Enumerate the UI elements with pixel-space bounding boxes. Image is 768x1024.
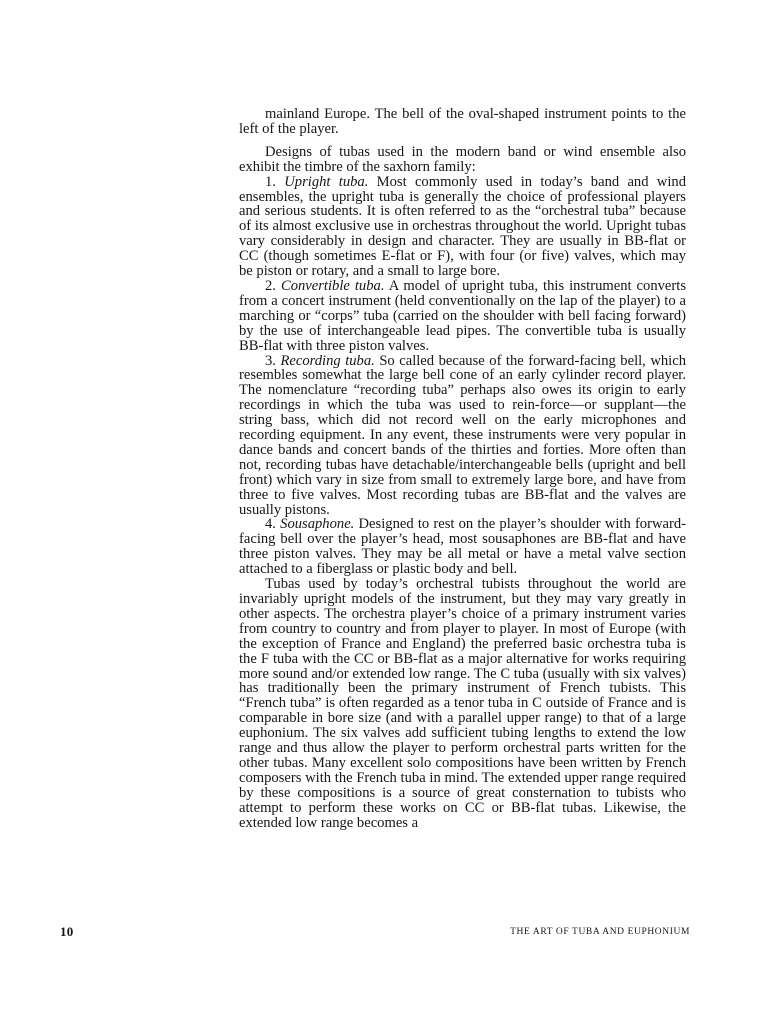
paragraph-text: Designed to rest on the player’s shoulder with forward-facing bell over the player’s head, most sousaphones are BB-flat and have three piston valves. They may be all metal or have a metal valve section attached to a fiberglass or plastic body and bell. <box>239 516 686 578</box>
term-recording-tuba: Recording tuba. <box>280 352 375 369</box>
running-footer-title: THE ART OF TUBA AND EUPHONIUM <box>510 927 690 937</box>
term-convertible-tuba: Convertible tuba. <box>280 277 385 294</box>
list-number: 2. <box>265 277 281 294</box>
paragraph-sousaphone <box>239 517 686 577</box>
paragraph-recording-tuba <box>239 354 686 518</box>
paragraph-text: So called because of the forward-facing bell, which resembles somewhat the large bell cone of an early cylinder record player. The nomenclature “recording tuba” perhaps also owes its origin to early recordings in which the tuba was used to rein-force—or supplant—the string bass, which did not record well on the early microphones and recording equipment. In any event, these instruments were very popular in dance bands and concert bands of the thirties and forties. More often than not, recording tubas have detachable/interchangeable bells (upright and bell front) which vary in size from small to extremely large bore, and have from three to five valves. Most recording tubas are BB-flat and the valves are usually pistons. <box>239 352 686 518</box>
term-upright-tuba: Upright tuba. <box>284 173 369 190</box>
paragraph-upright-tuba <box>239 175 686 279</box>
list-number: 1. <box>265 173 285 190</box>
paragraph-text: mainland Europe. The bell of the oval-shaped instrument points to the left of the player. <box>239 106 686 137</box>
term-sousaphone: Sousaphone. <box>280 516 355 533</box>
list-number: 3. <box>265 352 281 369</box>
page-number: 10 <box>60 924 74 939</box>
paragraph-text: A model of upright tuba, this instrument converts from a concert instrument (held conventionally on the lap of the player) to a marching or “corps” tuba (carried on the shoulder with bell facing forward) by the use of interchangeable lead pipes. The convertible tuba is usually BB-flat with three piston valves. <box>239 277 686 354</box>
paragraph-continued <box>239 107 686 137</box>
paragraph-orchestral-tubas <box>239 577 686 830</box>
paragraph-text: Most commonly used in today’s band and wind ensembles, the upright tuba is generally the choice of professional players and serious students. It is often referred to as the “orchestral tuba” because of its almost exclusive use in orchestras throughout the world. Upright tubas vary considerably in design and character. They are usually in BB-flat or CC (though sometimes E-flat or F), with four (or five) valves, which may be piston or rotary, and a small to large bore. <box>239 173 686 280</box>
body-text <box>239 107 686 831</box>
paragraph-text: Tubas used by today’s orchestral tubists throughout the world are invariably upright models of the instrument, but they may vary greatly in other aspects. The orchestra player’s choice of a primary instrument varies from country to country and from player to player. In most of Europe (with the exception of France and England) the preferred basic orchestra tuba is the F tuba with the CC or BB-flat as a major alternative for works requiring more sound and/or extended low range. The C tuba (usually with six valves) has traditionally been the primary instrument of French tubists. This “French tuba” is often regarded as a tenor tuba in C outside of France and is comparable in bore size (and with a parallel upper range) to that of a large euphonium. The six valves add sufficient tubing lengths to extend the low range and thus allow the player to perform orchestral parts written for the other tubas. Many excellent solo compositions have been written by French composers with the French tuba in mind. The extended upper range required by these compositions is a source of great consternation to tubists who attempt to perform these works on CC or BB-flat tubas. Likewise, the extended low range becomes a <box>239 576 686 831</box>
paragraph-tuba-designs-intro <box>239 145 686 175</box>
paragraph-text: Designs of tubas used in the modern band or wind ensemble also exhibit the timbre of the saxhorn family: <box>239 143 686 175</box>
list-number: 4. <box>265 516 281 533</box>
paragraph-convertible-tuba <box>239 279 686 354</box>
